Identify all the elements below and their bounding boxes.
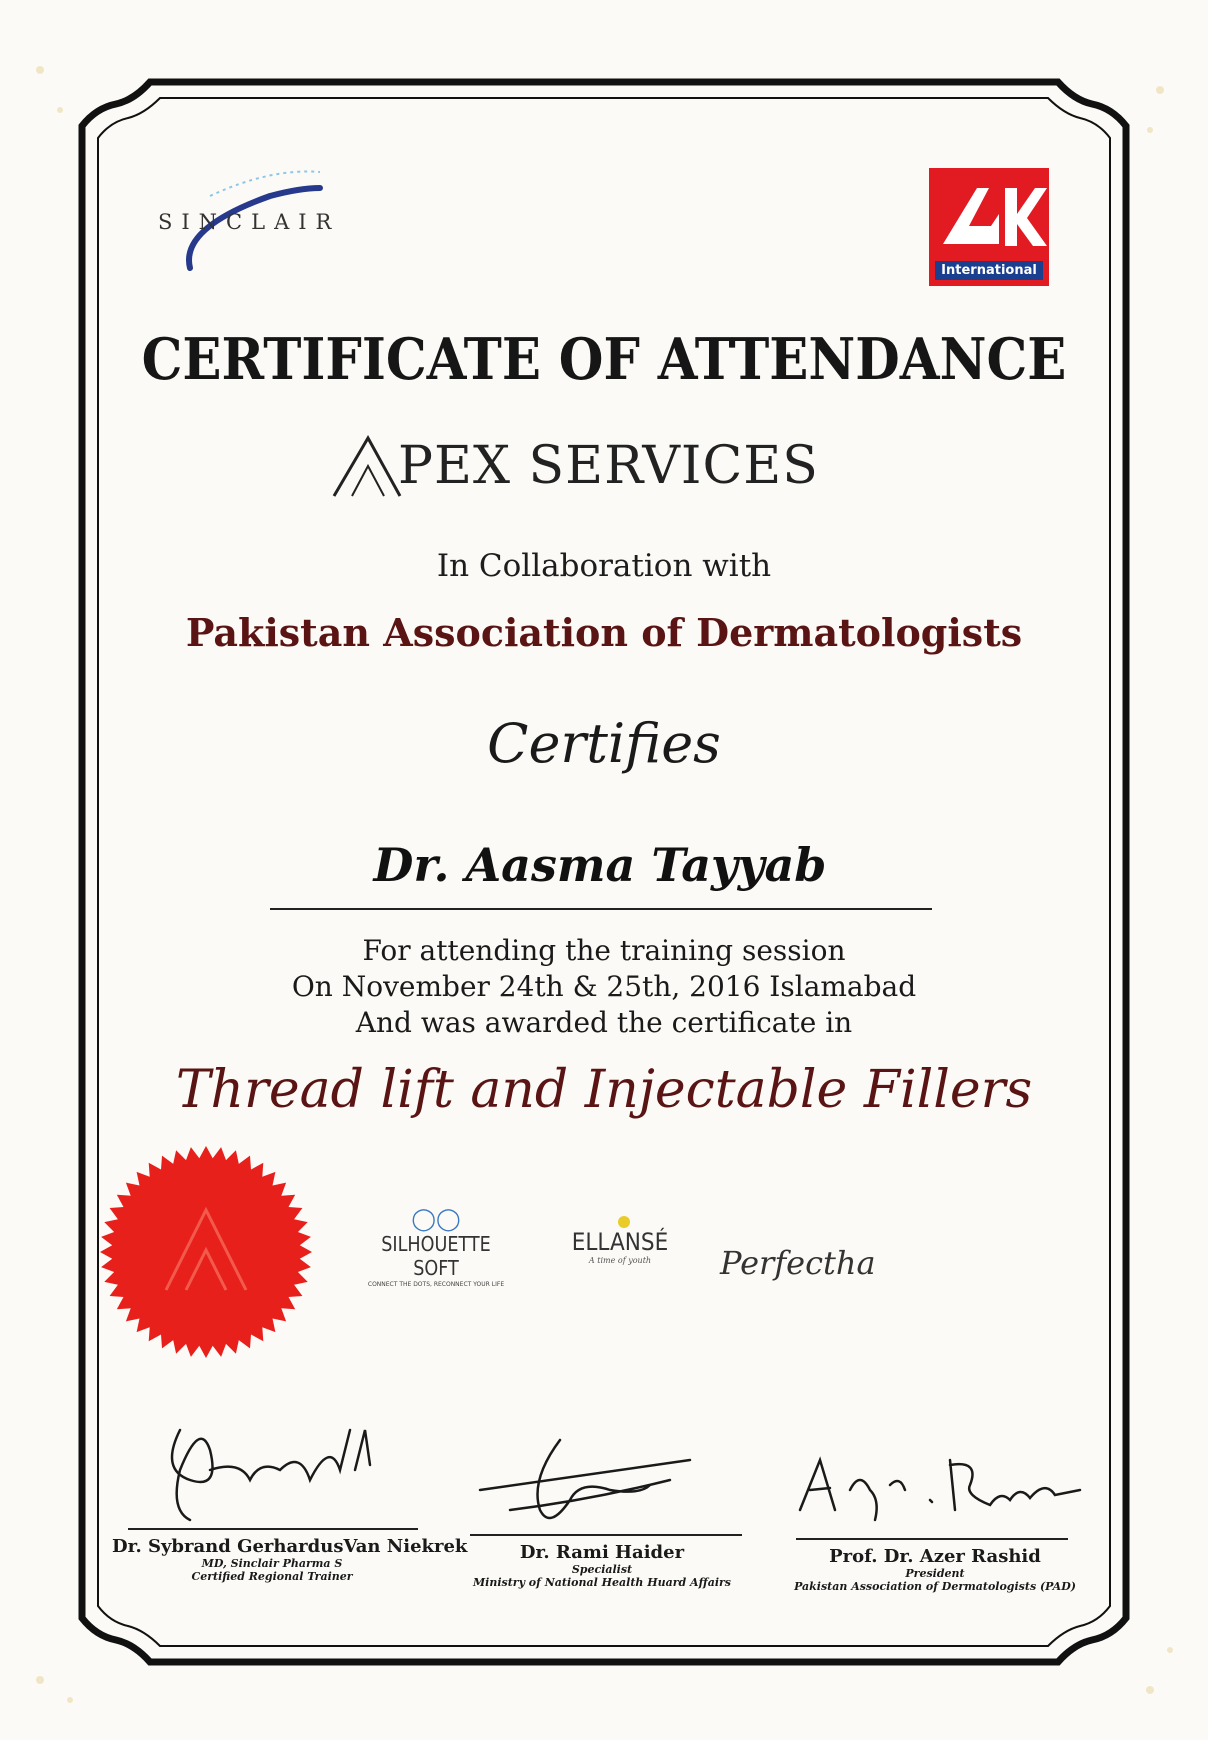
signatory-name: Prof. Dr. Azer Rashid <box>829 1546 1041 1567</box>
recipient-name: Dr. Aasma Tayyab <box>373 838 827 892</box>
signature-2 <box>470 1420 710 1540</box>
apex-services-text: PEX SERVICES <box>398 436 819 496</box>
certificate-title: CERTIFICATE OF ATTENDANCE <box>141 326 1067 393</box>
silhouette-soft-logo <box>346 1208 526 1288</box>
silhouette-soft-name: SILHOUETTE SOFT <box>381 1232 491 1280</box>
signatory-role: Certified Regional Trainer <box>191 1570 353 1583</box>
certifies-text: Certifies <box>487 712 721 775</box>
ellanse-logo <box>560 1218 680 1265</box>
signatory-block <box>790 1546 1080 1593</box>
signature-line <box>796 1538 1068 1540</box>
signature-3 <box>790 1440 1090 1530</box>
ellanse-dot-icon <box>618 1216 630 1228</box>
signatory-role: Pakistan Association of Dermatologists (PAD) <box>794 1580 1076 1593</box>
organization-name: Pakistan Association of Dermatologists <box>185 610 1023 655</box>
signature-line <box>128 1528 418 1530</box>
detail-line: On November 24th & 25th, 2016 Islamabad <box>291 970 917 1003</box>
ak-international-logo <box>929 168 1049 286</box>
collaboration-text: In Collaboration with <box>436 548 772 584</box>
signatory-name: Dr. Sybrand GerhardusVan Niekrek <box>112 1536 468 1557</box>
recipient-underline <box>270 908 932 910</box>
sinclair-logo <box>150 158 370 278</box>
signatory-title: Specialist <box>571 1563 633 1576</box>
ak-logo-subtitle: International <box>935 261 1043 280</box>
detail-line: For attending the training session <box>362 934 846 967</box>
red-seal-icon <box>96 1140 316 1364</box>
course-title: Thread lift and Injectable Fillers <box>175 1060 1033 1120</box>
ellanse-tagline: A time of youth <box>588 1256 652 1265</box>
detail-line: And was awarded the certificate in <box>355 1006 853 1039</box>
perfectha-logo: Perfectha <box>720 1244 876 1282</box>
silhouette-dots-icon: ◯◯ <box>411 1207 461 1232</box>
signatory-block <box>462 1542 742 1589</box>
signatory-name: Dr. Rami Haider <box>519 1542 685 1563</box>
ak-logo-mark-icon <box>929 168 1049 268</box>
ellanse-name: ELLANSÉ <box>571 1228 669 1256</box>
signature-line <box>470 1534 742 1536</box>
silhouette-soft-tagline: CONNECT THE DOTS, RECONNECT YOUR LIFE <box>367 1281 505 1288</box>
apex-services-logo <box>330 432 890 512</box>
signatory-role: Ministry of National Health Huard Affairs <box>472 1576 731 1589</box>
signatory-title: MD, Sinclair Pharma S <box>201 1557 343 1570</box>
sinclair-logo-text: SINCLAIR <box>158 210 341 234</box>
signature-1 <box>150 1410 410 1530</box>
signatory-block <box>112 1536 468 1583</box>
signatory-title: President <box>905 1567 965 1580</box>
